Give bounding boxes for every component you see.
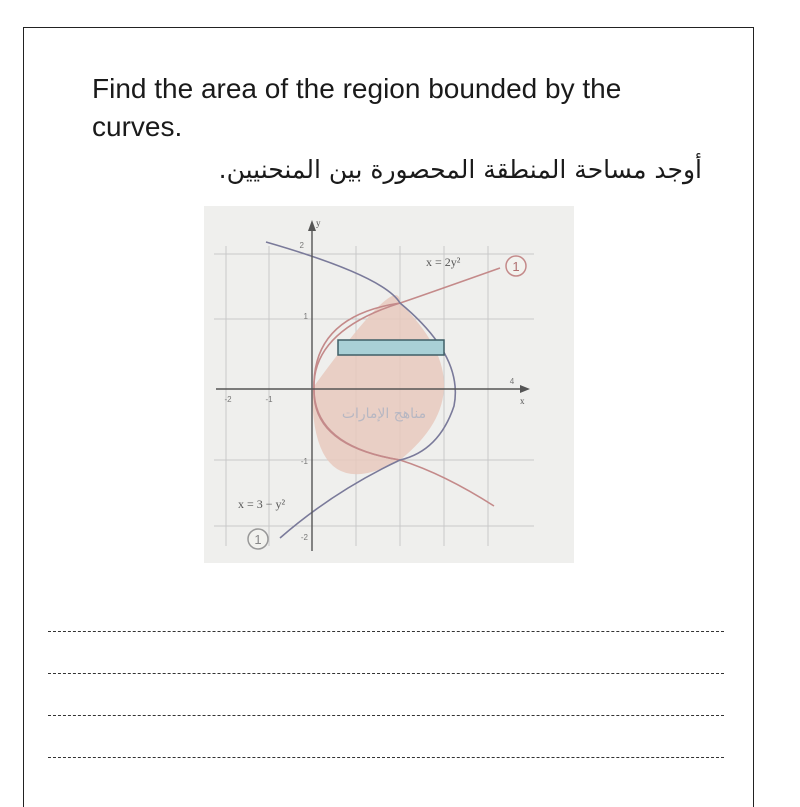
tick-y-neg1: -1	[300, 457, 308, 466]
y-axis-arrow	[308, 220, 316, 231]
y-axis-label: y	[316, 218, 321, 228]
tick-x-4: 4	[509, 377, 515, 386]
area-strip	[338, 340, 444, 355]
tick-y-neg2: -2	[300, 533, 308, 542]
tick-y-2: 2	[299, 241, 304, 250]
curve-right-number: 1	[512, 259, 520, 274]
curve-left-number: 1	[254, 532, 262, 547]
answer-line[interactable]	[48, 631, 724, 632]
answer-line[interactable]	[48, 715, 724, 716]
curve-left-label: x = 3 − y²	[238, 497, 286, 511]
watermark: مناهج الإمارات	[341, 406, 427, 422]
graph-figure	[204, 206, 574, 563]
bounded-region	[312, 295, 444, 474]
x-axis-arrow	[520, 385, 530, 393]
tick-x-neg2: -2	[224, 395, 232, 404]
x-axis-label: x	[520, 396, 525, 406]
graph-svg	[204, 206, 574, 563]
answer-line[interactable]	[48, 673, 724, 674]
question-arabic: أوجد مساحة المنطقة المحصورة بين المنحنيين.	[218, 155, 702, 184]
tick-y-1: 1	[303, 312, 308, 321]
question-english: Find the area of the region bounded by the curves.	[92, 73, 622, 142]
curve-right-label: x = 2y²	[426, 255, 461, 269]
answer-line[interactable]	[48, 757, 724, 758]
tick-x-neg1: -1	[265, 395, 273, 404]
